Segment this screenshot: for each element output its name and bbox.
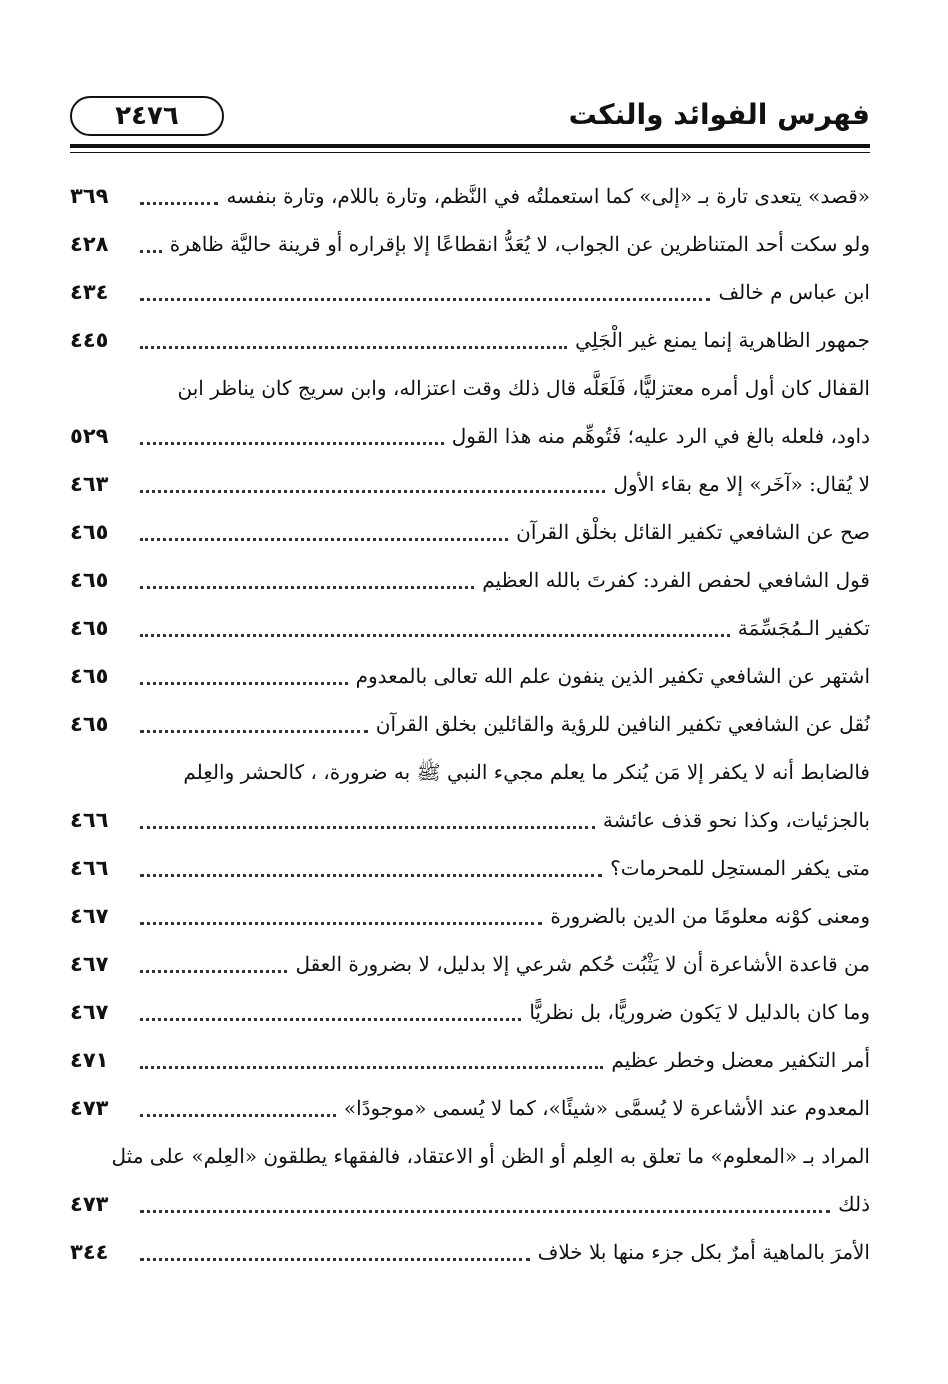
index-entry-row — [70, 988, 870, 1036]
leader-dots — [140, 729, 368, 733]
index-entry-row — [70, 268, 870, 316]
entry-text: تكفير الـمُجَسِّمَة — [737, 616, 870, 640]
leader-dots — [140, 825, 595, 829]
index-entry-row — [70, 1084, 870, 1132]
index-entry-row — [70, 1132, 870, 1180]
index-entry-row — [70, 364, 870, 412]
entry-text: المعدوم عند الأشاعرة لا يُسمَّى «شيئًا»، كما لا يُسمى «موجودًا» — [343, 1096, 870, 1120]
leader-dots — [140, 585, 474, 589]
leader-dots — [140, 1065, 603, 1069]
entry-page-number: ٤٦٥ — [70, 520, 109, 544]
leader-dots — [140, 873, 602, 877]
index-entry-row — [70, 604, 870, 652]
leader-dots — [140, 969, 287, 973]
entry-page-number: ٤٤٥ — [70, 328, 109, 352]
index-entry-row — [70, 412, 870, 460]
entry-page-number: ٤٦٥ — [70, 616, 109, 640]
entry-text: ولو سكت أحد المتناظرين عن الجواب، لا يُعَدُّ انقطاعًا إلا بإقراره أو قرينة حاليَّة ظاهرة — [169, 232, 870, 256]
header-rule-thick — [70, 144, 870, 148]
entry-page-number: ٤٦٥ — [70, 712, 109, 736]
entry-text: بالجزئيات، وكذا نحو قذف عائشة — [602, 808, 870, 832]
index-entry-row — [70, 556, 870, 604]
index-entry-row — [70, 220, 870, 268]
entry-page-number: ٤٧٣ — [70, 1096, 109, 1120]
entry-text: اشتهر عن الشافعي تكفير الذين ينفون علم الله تعالى بالمعدوم — [355, 664, 870, 688]
leader-dots — [140, 1113, 336, 1117]
leader-dots — [140, 1257, 530, 1261]
entry-text: فالضابط أنه لا يكفر إلا مَن يُنكر ما يعلم مجيء النبي ﷺ به ضرورة، ، كالحشر والعِلم — [183, 760, 870, 784]
page-number: ٢٤٧٦ — [115, 101, 179, 131]
entry-page-number: ٣٤٤ — [70, 1240, 109, 1264]
entry-text: من قاعدة الأشاعرة أن لا يَثْبُت حُكم شرعي إلا بدليل، لا بضرورة العقل — [295, 952, 870, 976]
entry-text: صح عن الشافعي تكفير القائل بخلْق القرآن — [516, 520, 870, 544]
leader-dots — [140, 921, 542, 925]
entry-page-number: ٤٦٥ — [70, 568, 109, 592]
entry-page-number: ٤٦٧ — [70, 904, 109, 928]
entry-page-number: ٤٧١ — [70, 1048, 109, 1072]
index-entry-row — [70, 1036, 870, 1084]
index-entry-row — [70, 940, 870, 988]
index-entry-row — [70, 700, 870, 748]
entry-page-number: ٤٦٦ — [70, 856, 109, 880]
leader-dots — [140, 1209, 830, 1213]
entry-page-number: ٤٦٣ — [70, 472, 109, 496]
page-title: فهرس الفوائد والنكت — [568, 98, 870, 131]
page-number-badge — [70, 96, 224, 136]
entry-text: لا يُقال: «آخَر» إلا مع بقاء الأول — [613, 472, 870, 496]
index-entry-row — [70, 508, 870, 556]
leader-dots — [140, 1017, 521, 1021]
entry-text: ذلك — [838, 1192, 870, 1216]
entry-text: ومعنى كوْنه معلومًا من الدين بالضرورة — [550, 904, 870, 928]
index-entries — [70, 172, 870, 1276]
index-entry-row — [70, 460, 870, 508]
entry-page-number: ٤٦٧ — [70, 952, 109, 976]
entry-text: ابن عباس م خالف — [718, 280, 870, 304]
index-entry-row — [70, 316, 870, 364]
index-entry-row — [70, 844, 870, 892]
entry-page-number: ٤٣٤ — [70, 280, 109, 304]
index-entry-row — [70, 172, 870, 220]
index-entry-row — [70, 1180, 870, 1228]
entry-page-number: ٤٦٦ — [70, 808, 109, 832]
leader-dots — [140, 633, 730, 637]
entry-text: قول الشافعي لحفص الفرد: كفرتَ بالله العظيم — [482, 568, 870, 592]
leader-dots — [140, 201, 218, 205]
index-entry-row — [70, 796, 870, 844]
entry-text: جمهور الظاهرية إنما يمنع غير الْجَلِي — [575, 328, 870, 352]
entry-page-number: ٤٧٣ — [70, 1192, 109, 1216]
entry-page-number: ٤٢٨ — [70, 232, 109, 256]
leader-dots — [140, 345, 567, 349]
leader-dots — [140, 681, 348, 685]
entry-text: القفال كان أول أمره معتزليًّا، فَلَعَلَّه قال ذلك وقت اعتزاله، وابن سريج كان يناظر ابن — [177, 376, 870, 400]
index-entry-row — [70, 748, 870, 796]
leader-dots — [140, 249, 162, 253]
entry-text: أمر التكفير معضل وخطر عظيم — [611, 1048, 870, 1072]
entry-text: نُقل عن الشافعي تكفير النافين للرؤية والقائلين بخلق القرآن — [375, 712, 870, 736]
entry-text: داود، فلعله بالغ في الرد عليه؛ فَتُوهِّم منه هذا القول — [451, 424, 870, 448]
entry-page-number: ٤٦٥ — [70, 664, 109, 688]
entry-page-number: ٤٦٧ — [70, 1000, 109, 1024]
entry-text: وما كان بالدليل لا يَكون ضروريًّا، بل نظريًّا — [529, 1000, 870, 1024]
page-header — [70, 92, 870, 148]
entry-text: الأمرَ بالماهية أمرٌ بكل جزء منها بلا خلاف — [537, 1240, 870, 1264]
index-entry-row — [70, 652, 870, 700]
entry-text: «قصد» يتعدى تارة بـ «إلى» كما استعملتُه في النَّظم، وتارة باللام، وتارة بنفسه — [226, 184, 870, 208]
entry-text: المراد بـ «المعلوم» ما تعلق به العِلم أو الظن أو الاعتقاد، فالفقهاء يطلقون «العِلم» على مثل — [111, 1144, 870, 1168]
leader-dots — [140, 297, 710, 301]
leader-dots — [140, 489, 605, 493]
entry-page-number: ٥٢٩ — [70, 424, 109, 448]
leader-dots — [140, 537, 508, 541]
entry-page-number: ٣٦٩ — [70, 184, 109, 208]
index-entry-row — [70, 892, 870, 940]
index-entry-row — [70, 1228, 870, 1276]
leader-dots — [140, 441, 444, 445]
entry-text: متى يكفر المستحِل للمحرمات؟ — [610, 856, 870, 880]
header-rule-thin — [70, 152, 870, 153]
